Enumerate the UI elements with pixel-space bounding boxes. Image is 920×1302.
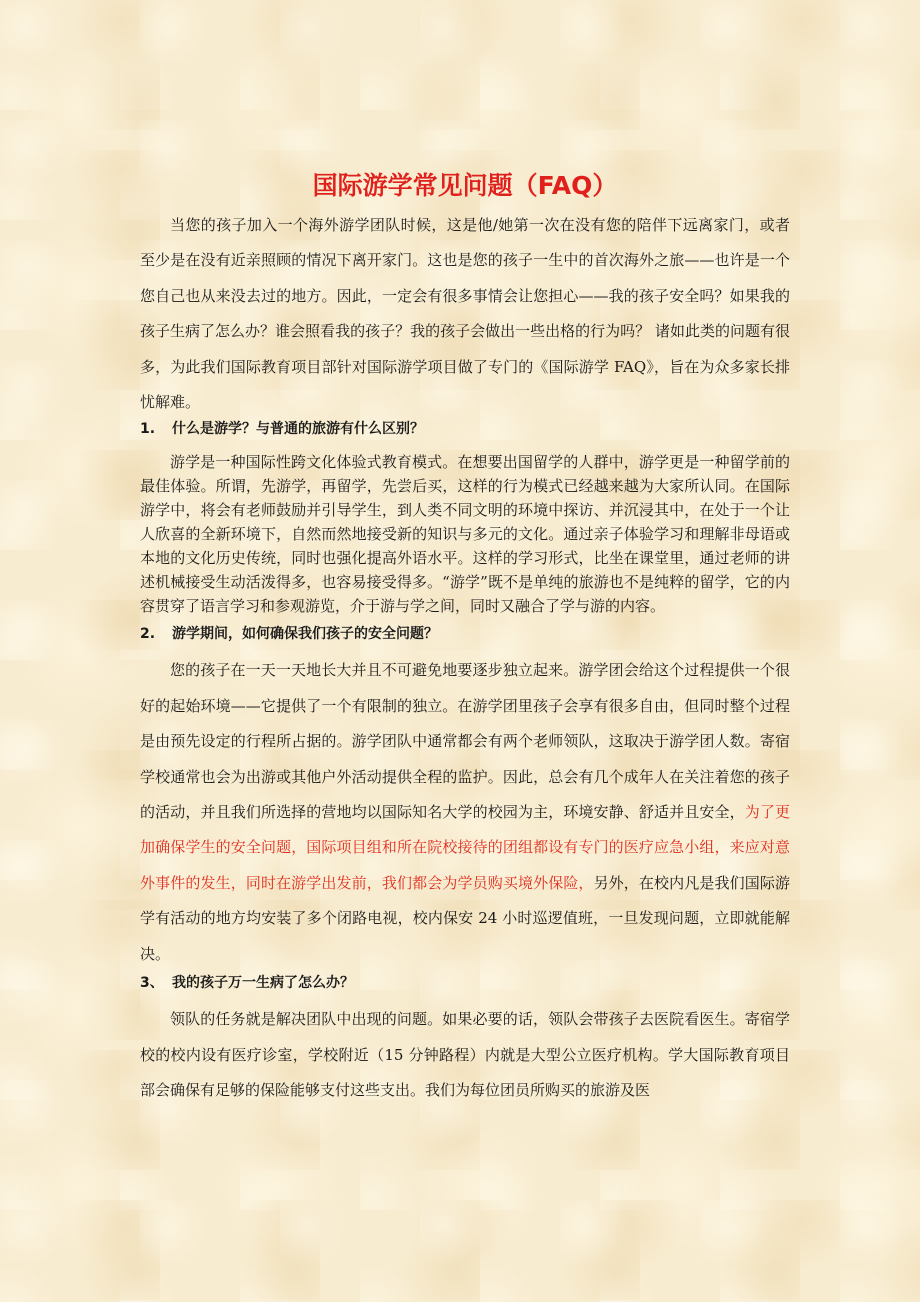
section-1-question: 什么是游学？与普通的旅游有什么区别？ (172, 421, 424, 438)
section-2-answer-text: 您的孩子在一天一天地长大并且不可避免地要逐步独立起来。游学团会给这个过程提供一个很好的起始环境——它提供了一个有限制的独立。在游学团里孩子会享有很多自由，但同时整个过程是由预先设定的行程所占据的。游学团队中通常都会有两个老师领队，这取决于游学团人数。寄宿学校通常也会为出游或其他户外活动提供全程的监护。因此，总会有几个成年人在关注着您的孩子的活动，并且我们所选择的营地均以国际知名大学的校园为主，环境安静、舒适并且安全， (140, 661, 790, 822)
document-page (140, 166, 790, 1108)
section-2-heading (140, 621, 790, 647)
section-2-number: 2. (140, 626, 156, 643)
section-1-answer: 游学是一种国际性跨文化体验式教育模式。在想要出国留学的人群中，游学更是一种留学前的最佳体验。所谓，先游学，再留学，先尝后买，这样的行为模式已经越来越为大家所认同。在国际游学中，将会有老师鼓励并引导学生，到人类不同文明的环境中探访、并沉浸其中，在处于一个让人欣喜的全新环境下，自然而然地接受新的知识与多元的文化。通过亲子体验学习和理解非母语或本地的文化历史传统，同时也强化提高外语水平。这样的学习形式，比坐在课堂里，通过老师的讲述机械接受生动活泼得多，也容易接受得多。“游学”既不是单纯的旅游也不是纯粹的留学，它的内容贯穿了语言学习和参观游览，介于游与学之间，同时又融合了学与游的内容。 (140, 453, 790, 616)
section-1-heading (140, 416, 790, 442)
section-2-answer-text-end: 另外，在校内凡是我们国际游学有活动的地方均安装了多个闭路电视，校内保安 24 小时巡逻值班，一旦发现问题，立即就能解决。 (140, 873, 790, 963)
section-1-number: 1. (140, 421, 156, 438)
section-2-question: 游学期间，如何确保我们孩子的安全问题？ (172, 626, 438, 643)
section-2-answer-highlight: 为了更加确保学生的安全问题，国际项目组和所在院校接待的团组都设有专门的医疗应急小组，来应对意外事件的发生，同时在游学出发前，我们都会为学员购买境外保险， (140, 803, 790, 892)
section-2-answer (140, 653, 790, 972)
section-3-question: 我的孩子万一生病了怎么办？ (172, 975, 354, 992)
intro-paragraph: 当您的孩子加入一个海外游学团队时候，这是他/她第一次在没有您的陪伴下远离家门，或者至少是在没有近亲照顾的情况下离开家门。这也是您的孩子一生中的首次海外之旅——也许是一个您自己也从来没去过的地方。因此，一定会有很多事情会让您担心——我的孩子安全吗？如果我的孩子生病了怎么办？谁会照看我的孩子？我的孩子会做出一些出格的行为吗？ 诸如此类的问题有很多，为此我们国际教育项目部针对国际游学项目做了专门的《国际游学 FAQ》，旨在为众多家长排忧解难。 (140, 216, 790, 412)
section-3-heading (140, 970, 790, 996)
document-title: 国际游学常见问题（FAQ） (312, 171, 618, 200)
section-3-number: 3、 (140, 975, 164, 992)
section-3-answer: 领队的任务就是解决团队中出现的问题。如果必要的话，领队会带孩子去医院看医生。寄宿学校的校内设有医疗诊室，学校附近（15 分钟路程）内就是大型公立医疗机构。学大国际教育项目部会确保有足够的保险能够支付这些支出。我们为每位团员所购买的旅游及医 (140, 1010, 790, 1099)
